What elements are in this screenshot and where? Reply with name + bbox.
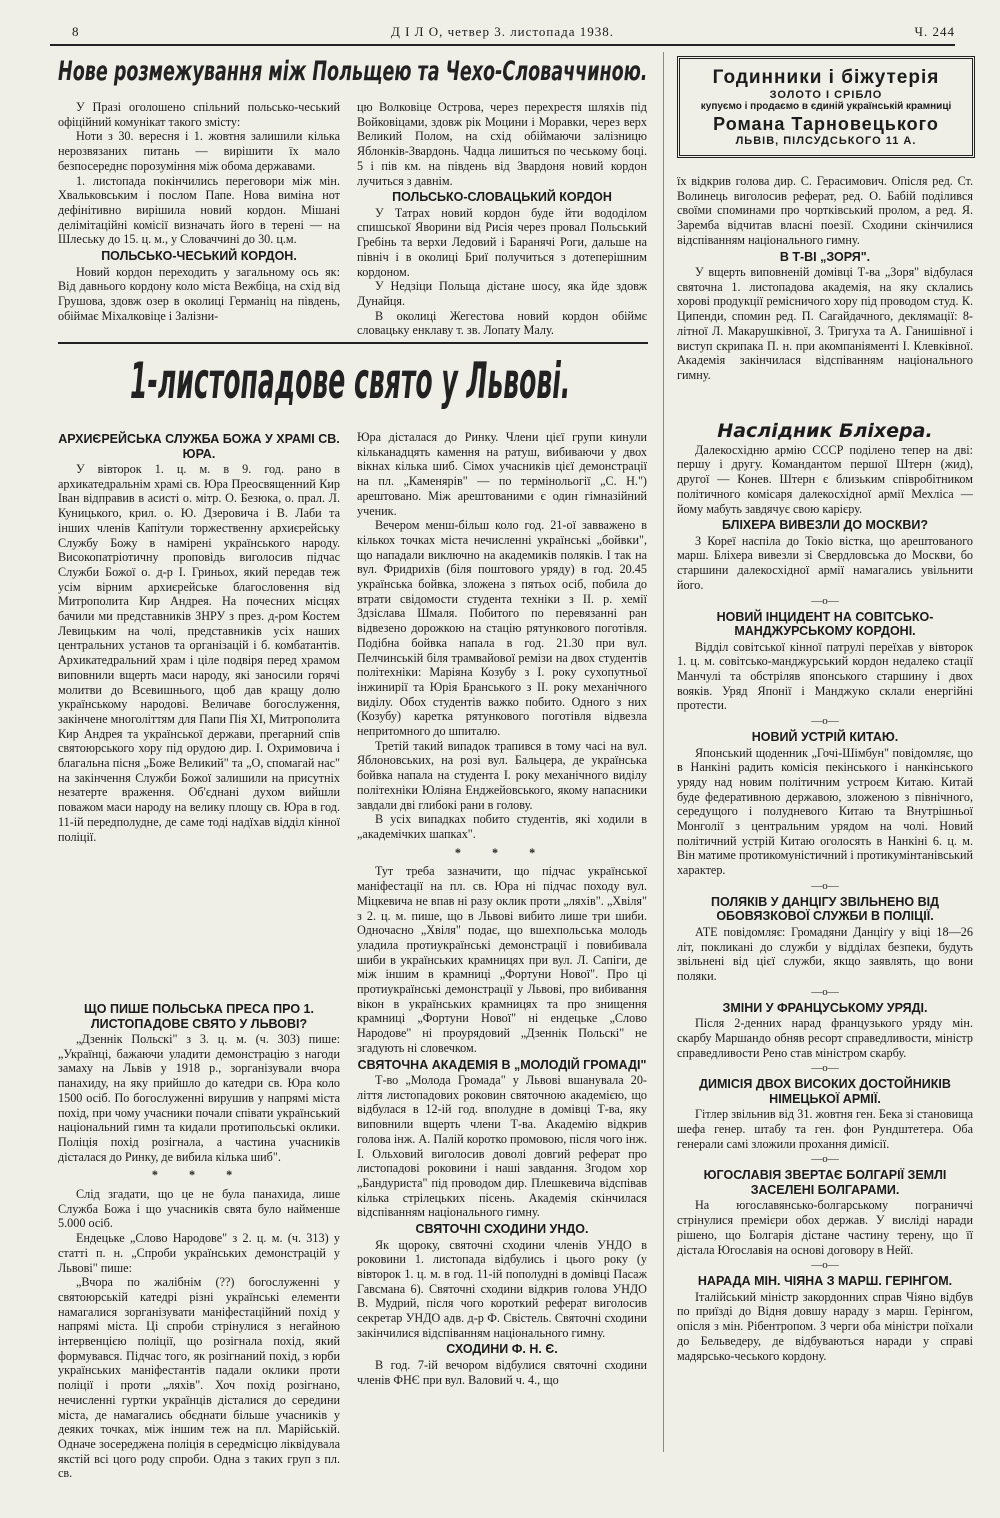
paragraph: Гітлер звільнив від 31. жовтня ген. Бека зі становища шефа генер. штабу та ген. фон Рундштетера. Оба генерали самі зложили прохання димісії. xyxy=(677,1107,973,1151)
paragraph: У Празі оголошено спільний польсько-чеський офіційний комунікат такого змісту: xyxy=(58,100,340,129)
column-2 xyxy=(357,430,647,1387)
paragraph: Як щороку, святочні сходини членів УНДО в роковини 1. листопада відбулись і цього року (у вівторок 1. ц. м. в год. 11-ій пополудні в домівці Пасаж Гавсмана 6). Святочні сходини відкрив голова УНДО В. Мудрий, після чого короткий реферат виголосив секретар УНДО адв. д-р Ф. Свістель. Святочні сходини закінчилися відспіванням національного гимну. xyxy=(357,1237,647,1340)
separator: —o— xyxy=(811,879,839,892)
section-rule xyxy=(58,342,648,344)
separator-stars: * * * xyxy=(454,845,550,860)
paragraph: Після 2-денних нарад французького уряду мін. скарбу Маршандо обняв ресорт справедливости, міністр справедливости Рено став міністром скарбу. xyxy=(677,1016,973,1060)
border-article-right xyxy=(357,100,647,338)
paragraph: В усіх випадках побито студентів, які ходили в „академічких шапках". xyxy=(357,812,647,841)
separator: —o— xyxy=(811,594,839,607)
paragraph: На югославянсько-болгарському пограниччі стрінулися премієри обох держав. У висліді наради рішено, що Болгарія дістане частину терену, що її дістала Югославія на основі договору в Нейї. xyxy=(677,1198,973,1257)
subheading: ПОЛЬСЬКО-СЛОВАЦЬКИЙ КОРДОН xyxy=(392,190,612,205)
paragraph: Ендецьке „Слово Народове" з 2. ц. м. (ч. 313) у статті п. н. „Спроби українських демонстрацій у Львові" пише: xyxy=(58,1231,340,1275)
separator-stars: * * * xyxy=(151,1168,247,1183)
subheading: БЛІХЕРА ВИВЕЗЛИ ДО МОСКВИ? xyxy=(722,518,928,533)
separator: —o— xyxy=(811,985,839,998)
border-article-left xyxy=(58,100,340,323)
ad-shop-owner: Романа Тарновецького xyxy=(713,114,939,134)
paragraph: В околиці Жегестова новий кордон обіймє словацьку енклаву т. зв. Лопату Малу. xyxy=(357,308,647,338)
subheading: ПОЛЬСЬКО-ЧЕСЬКИЙ КОРДОН. xyxy=(101,249,297,264)
border-headline: Нове розмежування між Польщею та Чехо-Словаччиною. xyxy=(58,56,648,87)
paragraph: Новий кордон переходить у загальному ось як: Від давнього кордону коло міста Вежбіца, на схід від Грушова, здовж озер в околиці Германіц на південь, обіймає Міхалковіце і Залізни- xyxy=(58,264,340,323)
subheading: СВЯТОЧНА АКАДЕМІЯ В „МОЛОДІЙ ГРОМАДІ" xyxy=(357,1057,647,1072)
paragraph: Тут треба зазначити, що підчас української маніфестації на пл. св. Юра ні підчас походу вул. Міцкевича не впав ні разу оклик проти „ляхів". „Хвіля" з 2. ц. м. пише, що в Львові вибито лише три шиби. Одночасно „Хвіля" подає, що вшехпольська молодь уладила протиукраїнські демонстрації і повибивала шиби в українських крамницях при вул. Л. Сапіги, де між іншим в крамниці „Фортуни Нової". Про ці протиукраїнські демонстрації у Львові, про вибивання вікон в українських крамницях та про знищення крамниці „Фортуни Нової" ні ендецьке „Слово Народове" ні проурядовий „Дзеннік Польскі" не згадують ні словечком. xyxy=(357,864,647,1055)
subheading: СХОДИНИ Ф. Н. Є. xyxy=(446,1342,558,1357)
paragraph: їх відкрив голова дир. С. Герасимович. Опісля ред. Ст. Волинець виголосив реферат, ред. О. Бабій поділився своїми споминами про чортківський пролом, а ред. Я. Заремба відчитав власні поезії. Сходини скінчилися відспіванням національного гимну. xyxy=(677,174,973,247)
issue-number: Ч. 244 xyxy=(914,24,955,39)
paragraph: Т-во „Молода Громада" у Львові вшанувала 20-ліття листопадових роковин святочною академією, що відбулася в 12-ій год. вполудне в домівці Т-ва, яку виповнили вщерть члени Т-ва. Академію відкрив голова інж. А. Палій коротко промовою, після чого інж. І. Ольховий виголосив доволі довгий реферат про листопадові роковини і наші завдання. Згодом хор „Бандуриста" під проводом дир. Плешкевича відспівав кілька стрілецьких пісень. Академія скінчилася відспіванням національного гимну. xyxy=(357,1073,647,1220)
subheading: ДИМІСІЯ ДВОХ ВИСОКИХ ДОСТОЙНИКІВ НІМЕЦЬКОЇ АРМІЇ. xyxy=(699,1077,951,1106)
subheading: НОВИЙ ІНЦИДЕНТ НА СОВІТСЬКО-МАНДЖУРСЬКОМУ КОРДОНІ. xyxy=(716,609,934,639)
masthead-line: Д І Л О, четвер 3. листопада 1938. xyxy=(390,24,615,39)
paragraph: У вівторок 1. ц. м. в 9. год. рано в архикатедральнім храмі св. Юра Преосвященний Кир Іван відправив в асисті о. мітр. О. Безюка, о. прал. Л. Куницького, крил. о. Ю. Дзеровича і В. Лаби та інших членів Капітули торжественну архиєрейську Службу Божу в намірені українського народу. Високопатріотичну проповідь виголосив підчас Служби Божої о. д-р І. Гриньох, який передав теж усім вірним архиєрейське благословення від Митрополита Кир Андрея. На почесних місцях бачили ми представників ЗНРУ з през. д-ром Костем Левицьким на чолі, представників усіх наших центральних установ та організацій і б. комбатантів. Архикатедральний храм і ціле подвіря перед храмом виповнили вщерть маси народу, які заносили горячі молитви до Всевишнього, щоб дав кращу долю українському народові. Величаве богослуження, закінчене многоліттям для Папи Пія XI, Митрополита Кир Андрея та української держави, прегарний спів святоюрського хору під орудою дир. І. Охримовича і благальна пісня „Боже Великий" та „О, спомагай нас" на закінчення Служби Божої залишили на присутніх незатерте враження. Об'єднані духом вийшли поважом маси народу на велику площу св. Юра в год. 11-ій передполудне, де саме тоді надїхав відділ кінної поліції. xyxy=(58,462,340,844)
column-divider xyxy=(663,52,664,1452)
watch-shop-advertisement xyxy=(677,56,975,158)
header-rule xyxy=(50,44,955,46)
separator: —o— xyxy=(811,1062,839,1075)
subheading: ЗМІНИ У ФРАНЦУСЬКОМУ УРЯДІ. xyxy=(722,1000,928,1015)
paragraph: АТЕ повідомляє: Громадяни Данціґу у віці 18—26 літ, покликані до служби у відділах безпеки, будуть звільнені від цієї служби, якщо заявлять, що вони поляки. xyxy=(677,924,973,983)
paragraph: У Татрах новий кордон буде йти вододілом спишської Яворини від Рисія через провал Польський Гребінь та верхи Ледовий і Баранячі Роги, дальше на північ і в околиці Бриї получиться з дотеперішним кордоном. xyxy=(357,205,647,279)
paragraph: 1. листопада покінчились переговори між мін. Хвальковським і послом Папе. Нова виміна нот дефінітивно вирішила новий кордон. Мішані делімітаційні комісії визначать його в терені — на Шлеську до 15. ц. м., у Словаччині до 30. ц.м. xyxy=(58,173,340,247)
paragraph: „Дзеннік Польскі" з 3. ц. м. (ч. 303) пише: „Українці, бажаючи уладити демонстрацію з нагоди замаху на Львів у 1918 р., зорганізували вчора панахиду, на яку прийшло до катедри св. Юра коло 1500 осіб. По богослуженні вирушив у напрямі міста похід, при чому учасники почали співати український національний гимн та кидали протипольські оклики. Поліція похід розігнала, а частина учасників дісталася до Ринку, де вибила кілька шиб". xyxy=(58,1032,340,1164)
separator: —o— xyxy=(811,1153,839,1166)
ad-address: ЛЬВІВ, ПІЛСУДСЬКОГО 11 А. xyxy=(735,135,917,147)
subheading: В Т-ВІ „ЗОРЯ". xyxy=(779,249,871,264)
paragraph: Італійський міністр закордонних справ Чіяно відбув по приїзді до Відня довшу нараду з марш. Герінгом, опісля з мін. Рібентропом. З черги оба міністри поїхали до Бельведеру, де відбуваються наради у справі мадярсько-чеського кордону. xyxy=(677,1289,973,1363)
subheading: СВЯТОЧНІ СХОДИНИ УНДО. xyxy=(415,1222,589,1237)
page-header xyxy=(50,24,955,46)
ad-line: ЗОЛОТО І СРІБЛО xyxy=(769,89,883,101)
paragraph: Далекосхідню армію СССР поділено тепер на дві: першу і другу. Командантом першої Штерн (жид), другої — Конев. Штерн є близьким співробітником політичного комісаря далекосхідної армії Мехліса — йому мабуть завдячує свою карієру. xyxy=(677,442,973,516)
paragraph: Вечером менш-більш коло год. 21-ої завважено в кількох точках міста нечисленні українські „бойвки", що нападали виключно на академиків поляків. І так на вул. Фридрихів (біля поштового уряду) в год. 20.45 українська бойвка, зложена з пятьох осіб, побила до втрати свідомости студента техніки з II. р. хемії Здзіслава Шмаля. Побитого по перевязанні ран відвезено дорожкою на стацію рятункового поготівля. Подібна бойвка напала в год. 21.30 при вул. Пелчинській біля трамвайової ремізи на двох студентів політехніки: Маріяна Козубу з І. року сухопутньої інжинирії та Юрія Бранського з II. року механічного виділу. Обох студентів важко побито. Одного з них (Козубу) каретка рятункового поготівля відвезла непритомного до шпиталю. xyxy=(357,518,647,739)
paragraph: Третій такий випадок трапився в тому часі на вул. Яблоновських, на розі вул. Бальцера, де українська бойвка напала на студента І. року механічного виділу політехніки Юліяна Енджейовського, якому напасники завдали дві глибокі рани в голову. xyxy=(357,738,647,812)
paragraph: Слід згадати, що це не була панахида, лише Служба Божа і що учасників свята було найменше 5.000 осіб. xyxy=(58,1187,340,1231)
paragraph: Відділ совітської кінної патрулі переїхав у вівторок 1. ц. м. совітсько-манджурський кордон недалеко стації Манчулі та обстріляв японського старшину і двох вояків. Уряд Японії і Манджуко склали енергійні протести. xyxy=(677,639,973,713)
column-1-press xyxy=(58,1000,340,1481)
subheading: ЮГОСЛАВІЯ ЗВЕРТАЄ БОЛГАРІЇ ЗЕМЛІ ЗАСЕЛЕНІ БОЛГАРАМИ. xyxy=(703,1168,947,1197)
blukher-headline: Наслідник Бліхера. xyxy=(717,420,933,442)
subheading: НОВИЙ УСТРІЙ КИТАЮ. xyxy=(751,730,899,745)
ad-title: Годинники і біжутерія xyxy=(712,67,940,88)
column-1 xyxy=(58,430,340,844)
paragraph: цю Волковіце Острова, через перехрестя шляхів під Войковіцами, здовж рік Моцини і Моравки, через верх Великий Полом, на схід обіймаючи залізницю Яблонків-Звардонь. Чадца лишиться по чеському боці. 5 і пів км. на південь від Звардоня новий кордон лучиться з давнім. xyxy=(357,100,647,188)
paragraph: Юра дісталася до Ринку. Члени цієї групи кинули кільканадцять камення на ратуш, вибиваючи у двох вікнах кілька шиб. Сімох учасників цієї демонстрації на пл. „Каменярів" — по термінольогії „С. Н.") арештовано. Між арештованими є один гімназійний ученик. xyxy=(357,430,647,518)
main-headline: 1-листопадове свято у Львові. xyxy=(130,352,571,410)
paragraph: З Кореї наспіла до Токіо вістка, що арештованого марш. Бліхера вивезли зі Свердловська до Москви, бо старшини далекосхідної армії намагались увільнити його. xyxy=(677,533,973,592)
paragraph: „Вчора по жалібнім (??) богослуженні у святоюрській катедрі різні українські елементи намагалися зорганізувати маніфестаційний похід у напрямі міста. Ці спроби стрінулися з негайною інтервенцією поліції, що розігнала похід, який формувався. Підчас того, як розігнаний похід, з юрби українських маніфестантів падали оклики проти поліції і проти „ляхів". Хоч похід розігнано, нечисленні гуртки українців дісталися до середини міста, де намагались обєднати більше учасників у деяких точках, між іншим теж на пл. Марійській. Одначе зосереджена поліція в середмісцю ліквідувала якстій всі цого роду спроби. Одна з таких груп з пл. св. xyxy=(58,1275,340,1481)
page-number: 8 xyxy=(72,24,80,39)
separator: —o— xyxy=(811,715,839,728)
separator: —o— xyxy=(811,1259,839,1272)
paragraph: Ноти з 30. вересня і 1. жовтня залишили кілька нерозвязаних питань — вирішити їх мало безпосереднє порозуміння між обома державами. xyxy=(58,129,340,173)
paragraph: Японський щоденник „Гочі-Шімбун" повідомляє, що в Нанкіні радить комісія пекінського і нанкінського уряду над новим політичним устроєм Китаю. Китай буде федеративною державою, зложеною з північного, середущого і полудневого Китаю та Внутрішньої Монголії з центральним урядом на чолі. Новий політичний устрій Китаю оголосять в Нанкіні 6. ц. м. Він матиме протикомуністичний і протикумінтанівський характер. xyxy=(677,745,973,878)
paragraph: У Недзіци Польща дістане шосу, яка йде здовж Дунайця. xyxy=(357,279,647,308)
paragraph: У вщерть виповненій домівці Т-ва „Зоря" відбулася святочна 1. листопадова академія, на яку склались хорові продукції ремісничого хору під проводом студ. К. Ципенди, спомин ред. П. Сагайдачного, деклямації: 8-літної Л. Макарушківної, З. Тригуха та А. Ганишівної і виступ скрипака П. н. при акомпаніяменті I. Клевківної. Академія закінчилася відспіванням національного гимну. xyxy=(677,265,973,382)
subheading: ЩО ПИШЕ ПОЛЬСЬКА ПРЕСА ПРО 1. ЛИСТОПАДОВЕ СВЯТО У ЛЬВОВІ? xyxy=(84,1002,314,1031)
subheading: НАРАДА МІН. ЧІЯНА З МАРШ. ГЕРІНГОМ. xyxy=(697,1274,953,1289)
subheading: ПОЛЯКІВ У ДАНЦІГУ ЗВІЛЬНЕНО ВІД ОБОВЯЗКОВОЇ СЛУЖБИ В ПОЛІЦІЇ. xyxy=(711,894,939,924)
ad-line: купуємо і продаємо в єдиній українській крамниці xyxy=(700,101,952,112)
subheading: АРХИЄРЕЙСЬКА СЛУЖБА БОЖА У ХРАМІ СВ. ЮРА. xyxy=(58,432,340,461)
paragraph: В год. 7-ій вечором відбулися святочні сходини членів ФНЄ при вул. Валовий ч. 4., що xyxy=(357,1357,647,1387)
column-3 xyxy=(677,420,973,1363)
zorya-article xyxy=(677,174,973,383)
